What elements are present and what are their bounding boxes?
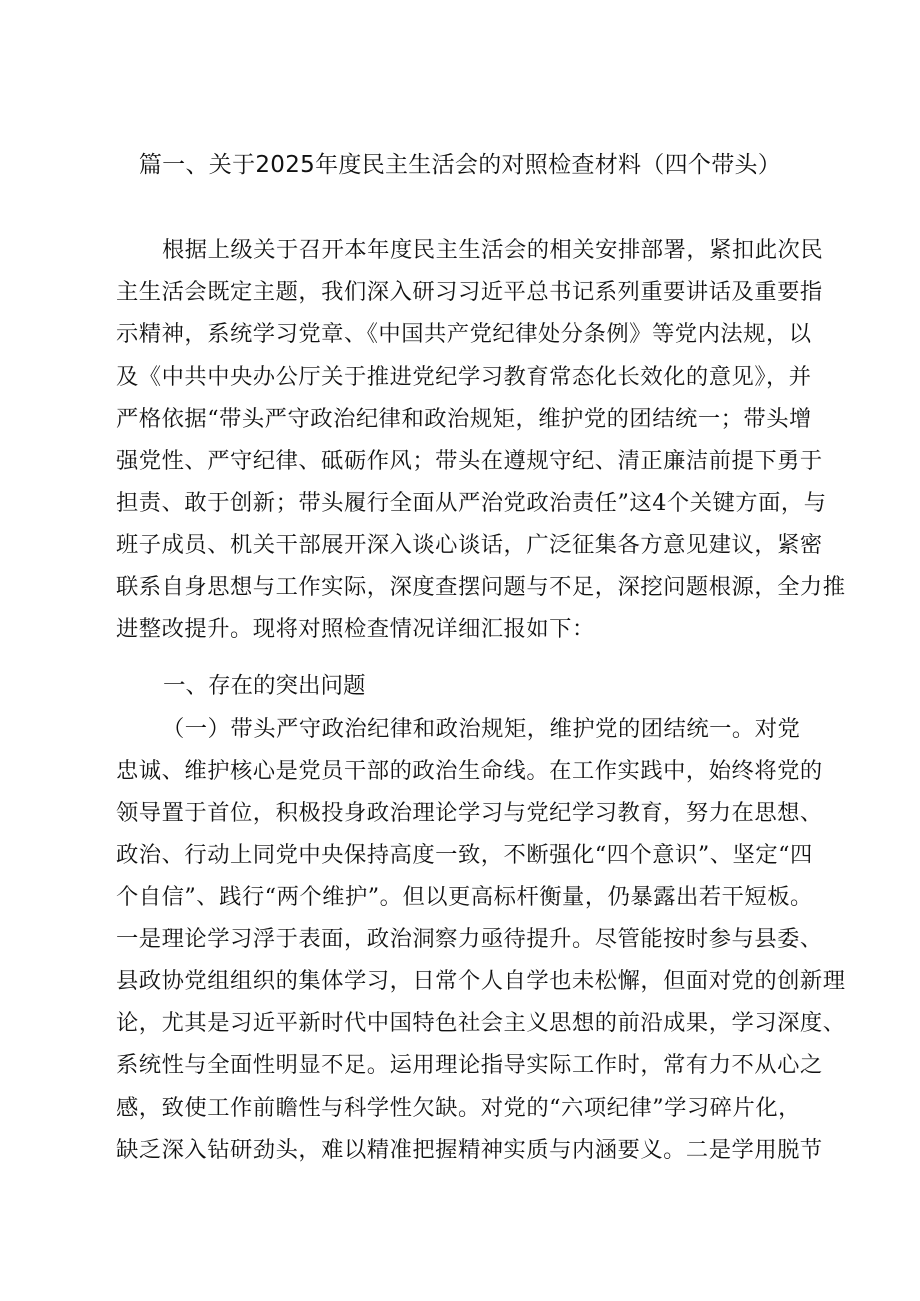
section-heading: 一、存在的突出问题 — [163, 673, 366, 699]
paragraph-line: 政治、行动上同党中央保持高度一致，不断强化“四个意识”、坚定“四 — [116, 842, 813, 868]
paragraph-line: （一）带头严守政治纪律和政治规矩，维护党的团结统一。对党 — [162, 716, 801, 742]
paragraph-line: 系统性与全面性明显不足。运用理论指导实际工作时，常有力不从心之 — [116, 1052, 823, 1078]
paragraph-line: 一是理论学习浮于表面，政治洞察力亟待提升。尽管能按时参与县委、 — [116, 926, 823, 952]
paragraph-line: 根据上级关于召开本年度民主生活会的相关安排部署，紧扣此次民 — [162, 237, 824, 263]
paragraph-line: 及《中共中央办公厅关于推进党纪学习教育常态化长效化的意见》，并 — [116, 364, 812, 390]
paragraph-line: 主生活会既定主题，我们深入研习习近平总书记系列重要讲话及重要指 — [116, 279, 823, 305]
paragraph-line: 感，致使工作前瞻性与科学性欠缺。对党的“六项纪律”学习碎片化， — [116, 1095, 801, 1121]
paragraph-line: 领导置于首位，积极投身政治理论学习与党纪学习教育，努力在思想、 — [116, 800, 823, 826]
paragraph-line: 进整改提升。现将对照检查情况详细汇报如下： — [116, 616, 595, 642]
paragraph-line: 强党性、严守纪律、砥砺作风；带头在遵规守纪、清正廉洁前提下勇于 — [116, 448, 823, 474]
paragraph-line: 严格依据“带头严守政治纪律和政治规矩，维护党的团结统一；带头增 — [116, 406, 812, 432]
paragraph-line: 缺乏深入钻研劲头，难以精准把握精神实质与内涵要义。二是学用脱节 — [116, 1137, 823, 1163]
paragraph-line: 县政协党组组织的集体学习，日常个人自学也未松懈，但面对党的创新理 — [116, 968, 846, 994]
paragraph-line: 示精神，系统学习党章、《中国共产党纪律处分条例》等党内法规，以 — [116, 321, 812, 347]
paragraph-line: 联系自身思想与工作实际，深度查摆问题与不足，深挖问题根源，全力推 — [116, 574, 846, 600]
document-title: 篇一、关于2025年度民主生活会的对照检查材料（四个带头） — [138, 152, 782, 178]
paragraph-line: 担责、敢于创新；带头履行全面从严治党政治责任”这4个关键方面，与 — [116, 490, 827, 516]
paragraph-line: 班子成员、机关干部展开深入谈心谈话，广泛征集各方意见建议，紧密 — [116, 532, 823, 558]
paragraph-line: 忠诚、维护核心是党员干部的政治生命线。在工作实践中，始终将党的 — [116, 758, 823, 784]
paragraph-line: 个自信”、践行“两个维护”。但以更高标杆衡量，仍暴露出若干短板。 — [116, 884, 813, 910]
paragraph-line: 论，尤其是习近平新时代中国特色社会主义思想的前沿成果，学习深度、 — [116, 1010, 846, 1036]
